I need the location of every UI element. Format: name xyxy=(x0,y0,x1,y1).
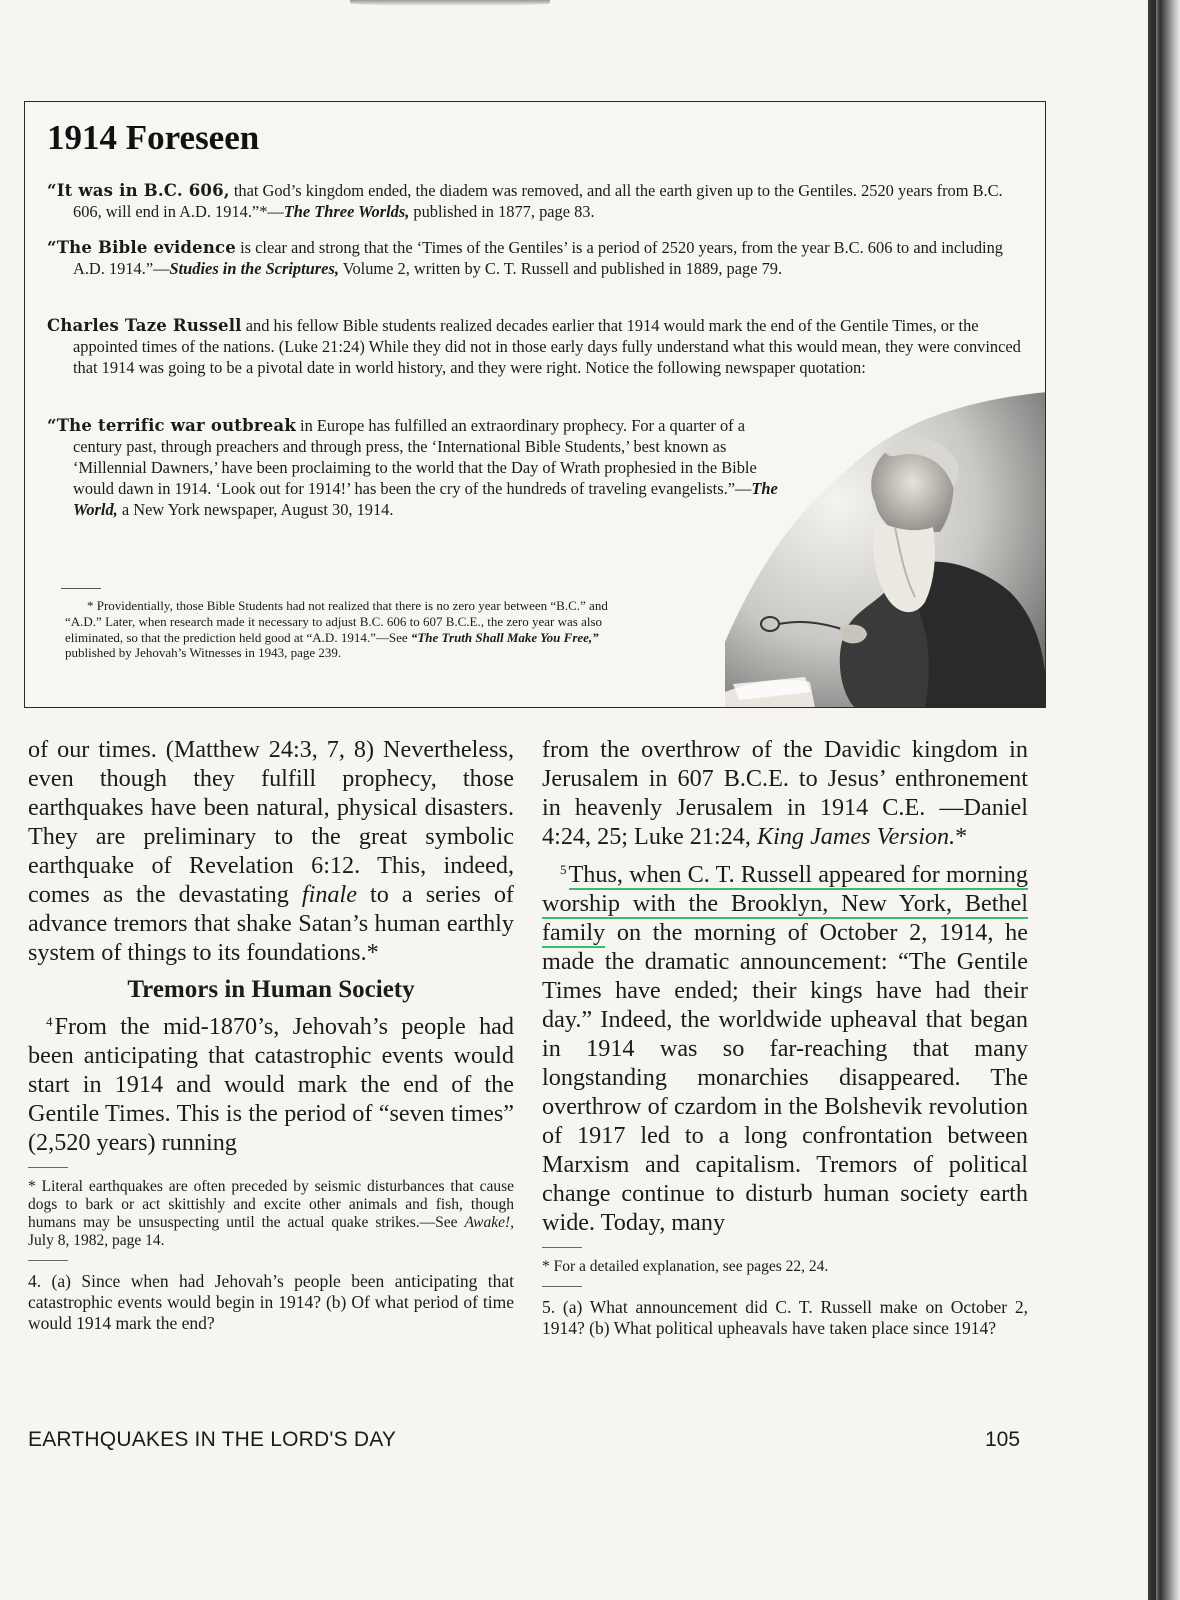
running-footer-title: EARTHQUAKES IN THE LORD'S DAY xyxy=(28,1428,397,1451)
sidebar-box xyxy=(24,101,1046,708)
paragraph-text: and his fellow Bible students realized decades earlier that 1914 would mark the end of the Gentile Times, or the appointed times of the nations. (Luke 21:24) While they did not in those early days fully understand what this would mean, they were convinced that 1914 was going to be a pivotal date in world history, and they were right. Notice the following newspaper quotation: xyxy=(73,316,1021,377)
paragraph-text: on the morning of October 2, 1914, he made the dramatic announcement: “The Gentile Times have ended; their kings have had their day.” Indeed, the worldwide upheaval that began in 1914 was so far-reaching that many longstanding monarchies disappeared. The overthrow of czardom in the Bolshevik revolution of 1917 led to a long confrontation between Marxism and capitalism. Tremors of political change continue to disturb human society earth wide. Today, many xyxy=(542,919,1028,1236)
highlighted-text: Thus, when C. T. Russell appeared for morning worship with the Brooklyn, New York, Bethel family xyxy=(542,861,1028,946)
paragraph-text: From the mid-1870’s, Jehovah’s people had been anticipating that catastrophic events would start in 1914 and would mark the end of the Gentile Times. This is the period of “seven times” (2,520 years) running xyxy=(28,1013,514,1156)
question-rule xyxy=(28,1260,68,1261)
box-title: 1914 Foreseen xyxy=(47,118,260,157)
footnote-citation: Awake!, xyxy=(464,1214,514,1231)
paragraph-text: to a series of advance tremors that shake Satan’s human earthly system of things to its foundations.* xyxy=(28,881,514,966)
paragraph-text: from the overthrow of the Davidic kingdom in Jerusalem in 607 B.C.E. to Jesus’ enthronement in heavenly Jerusalem in 1914 C.E. —Daniel 4:24, 25; Luke 21:24, xyxy=(542,736,1028,850)
right-column xyxy=(542,735,1028,1339)
quote-newspaper xyxy=(47,415,792,520)
quote-lead: “The Bible evidence xyxy=(47,238,236,257)
left-paragraph-continued xyxy=(28,735,514,967)
paragraph-5 xyxy=(542,855,1028,1237)
footnote-citation: “The Truth Shall Make You Free,” xyxy=(410,629,599,645)
page-number: 105 xyxy=(985,1428,1021,1451)
box-footnote xyxy=(65,598,630,661)
scan-smudge xyxy=(350,0,550,6)
study-question-5: 5. (a) What announcement did C. T. Russell make on October 2, 1914? (b) What political upheavals have taken place since 1914? xyxy=(542,1297,1028,1338)
footnote-earthquakes xyxy=(28,1178,514,1250)
footnote-rule xyxy=(542,1247,582,1248)
quote-three-worlds xyxy=(47,180,1007,222)
left-column xyxy=(28,735,514,1334)
page-edge-binding xyxy=(1148,0,1156,1600)
footnote-rule xyxy=(61,588,101,589)
quote-studies xyxy=(47,237,1007,279)
paragraph-4 xyxy=(28,1007,514,1157)
russell-paragraph xyxy=(47,315,1022,378)
quote-citation: The Three Worlds, xyxy=(283,202,410,221)
paragraph-number: 5 xyxy=(560,862,567,877)
bible-version: King James Version. xyxy=(756,823,956,850)
right-paragraph-continued xyxy=(542,735,1028,851)
finale-word: finale xyxy=(301,881,357,908)
question-rule xyxy=(542,1286,582,1287)
footnote-tail: July 8, 1982, page 14. xyxy=(28,1232,165,1249)
paragraph-number: 4 xyxy=(46,1014,53,1029)
paragraph-text: of our times. (Matthew 24:3, 7, 8) Nevertheless, even though they fulfill prophecy, those earthquakes have been natural, physical disasters. They are preliminary to the great symbolic earthquake of Revelation 6:12. This, indeed, comes as the devastating xyxy=(28,736,514,908)
quote-text: that God’s kingdom ended, the diadem was removed, and all the earth given up to the Gentiles. 2520 years from B.C. 606, will end in A.D. 1914.”*— xyxy=(73,181,1003,221)
footnote-tail: published by Jehovah’s Witnesses in 1943, page 239. xyxy=(65,645,342,661)
footnote-detailed: * For a detailed explanation, see pages 22, 24. xyxy=(542,1258,829,1275)
quote-citation: The World, xyxy=(73,479,778,519)
section-heading: Tremors in Human Society xyxy=(127,976,415,1003)
quote-text: is clear and strong that the ‘Times of the Gentiles’ is a period of 2520 years, from the year B.C. 606 to and including A.D. 1914.”— xyxy=(73,238,1004,278)
footnote-rule xyxy=(28,1167,68,1168)
quote-lead: “The terrific war outbreak xyxy=(47,416,296,435)
quote-tail: a New York newspaper, August 30, 1914. xyxy=(117,500,394,519)
quote-tail: Volume 2, written by C. T. Russell and published in 1889, page 79. xyxy=(338,259,783,278)
quote-tail: published in 1877, page 83. xyxy=(409,202,595,221)
quote-lead: “It was in B.C. 606, xyxy=(47,181,230,200)
quote-citation: Studies in the Scriptures, xyxy=(169,259,339,278)
quote-text: in Europe has fulfilled an extraordinary prophecy. For a quarter of a century past, through preachers and through press, the ‘International Bible Students,’ best known as ‘Millennial Dawners,’ have been proclaiming to the world that the Day of Wrath prophesied in the Bible would dawn in 1914. ‘Look out for 1914!’ has been the cry of the hundreds of traveling evangelists.”— xyxy=(73,416,757,498)
russell-portrait-photo xyxy=(725,392,1046,708)
footnote-text: * Literal earthquakes are often preceded by seismic disturbances that cause dogs to bark or act skittishly and excite other animals and fish, though humans may be unsuspecting until the actual quake strikes.—See xyxy=(28,1178,514,1231)
footnote-marker: * xyxy=(955,823,968,850)
footnote-text: * Providentially, those Bible Students had not realized that there is no zero year between “B.C.” and “A.D.” Later, when research made it necessary to adjust B.C. 606 to 607 B.C.E., the zero year was also eliminated, so that the prediction held good at “A.D. 1914.”—See xyxy=(65,598,608,645)
study-question-4: 4. (a) Since when had Jehovah’s people been anticipating that catastrophic events would begin in 1914? (b) Of what period of time would 1914 mark the end? xyxy=(28,1271,514,1333)
paragraph-lead: Charles Taze Russell xyxy=(47,316,242,335)
